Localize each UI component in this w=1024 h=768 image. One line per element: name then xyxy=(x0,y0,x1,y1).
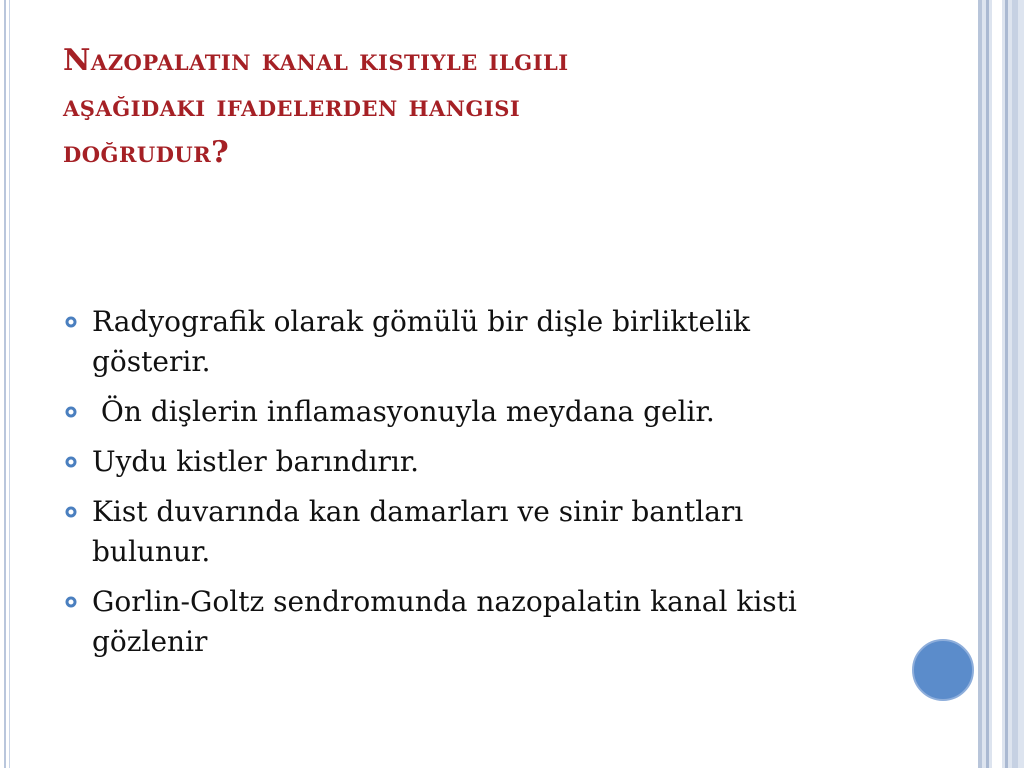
ring-bullet-icon xyxy=(65,596,77,608)
bullet-item xyxy=(62,302,862,382)
bullet-item xyxy=(62,442,862,482)
title-line-3: doğrudur? xyxy=(63,135,230,170)
ring-bullet-icon xyxy=(65,406,77,418)
bullet-text: Ön dişlerin inflamasyonuyla meydana gelir. xyxy=(92,395,715,428)
title-line-1: Nazopalatin kanal kistiyle ilgili xyxy=(63,43,569,78)
ring-bullet-icon xyxy=(65,506,77,518)
right-frame-border xyxy=(978,0,1024,768)
bullet-item xyxy=(62,582,862,662)
bullet-text: Kist duvarında kan damarları ve sinir bantları bulunur. xyxy=(92,495,744,568)
ring-bullet-icon xyxy=(65,456,77,468)
bullet-item xyxy=(62,392,862,432)
title-line-2: aşağıdaki ifadelerden hangisi xyxy=(63,89,521,124)
decorative-circle xyxy=(912,639,974,701)
bullet-list xyxy=(62,302,862,672)
left-frame-line xyxy=(4,0,6,768)
bullet-text: Radyografik olarak gömülü bir dişle birliktelik gösterir. xyxy=(92,305,750,378)
bullet-text: Gorlin-Goltz sendromunda nazopalatin kanal kisti gözlenir xyxy=(92,585,797,658)
slide-title xyxy=(63,38,923,176)
ring-bullet-icon xyxy=(65,316,77,328)
left-frame-line-inner xyxy=(9,0,10,768)
bullet-item xyxy=(62,492,862,572)
bullet-text: Uydu kistler barındırır. xyxy=(92,445,420,478)
